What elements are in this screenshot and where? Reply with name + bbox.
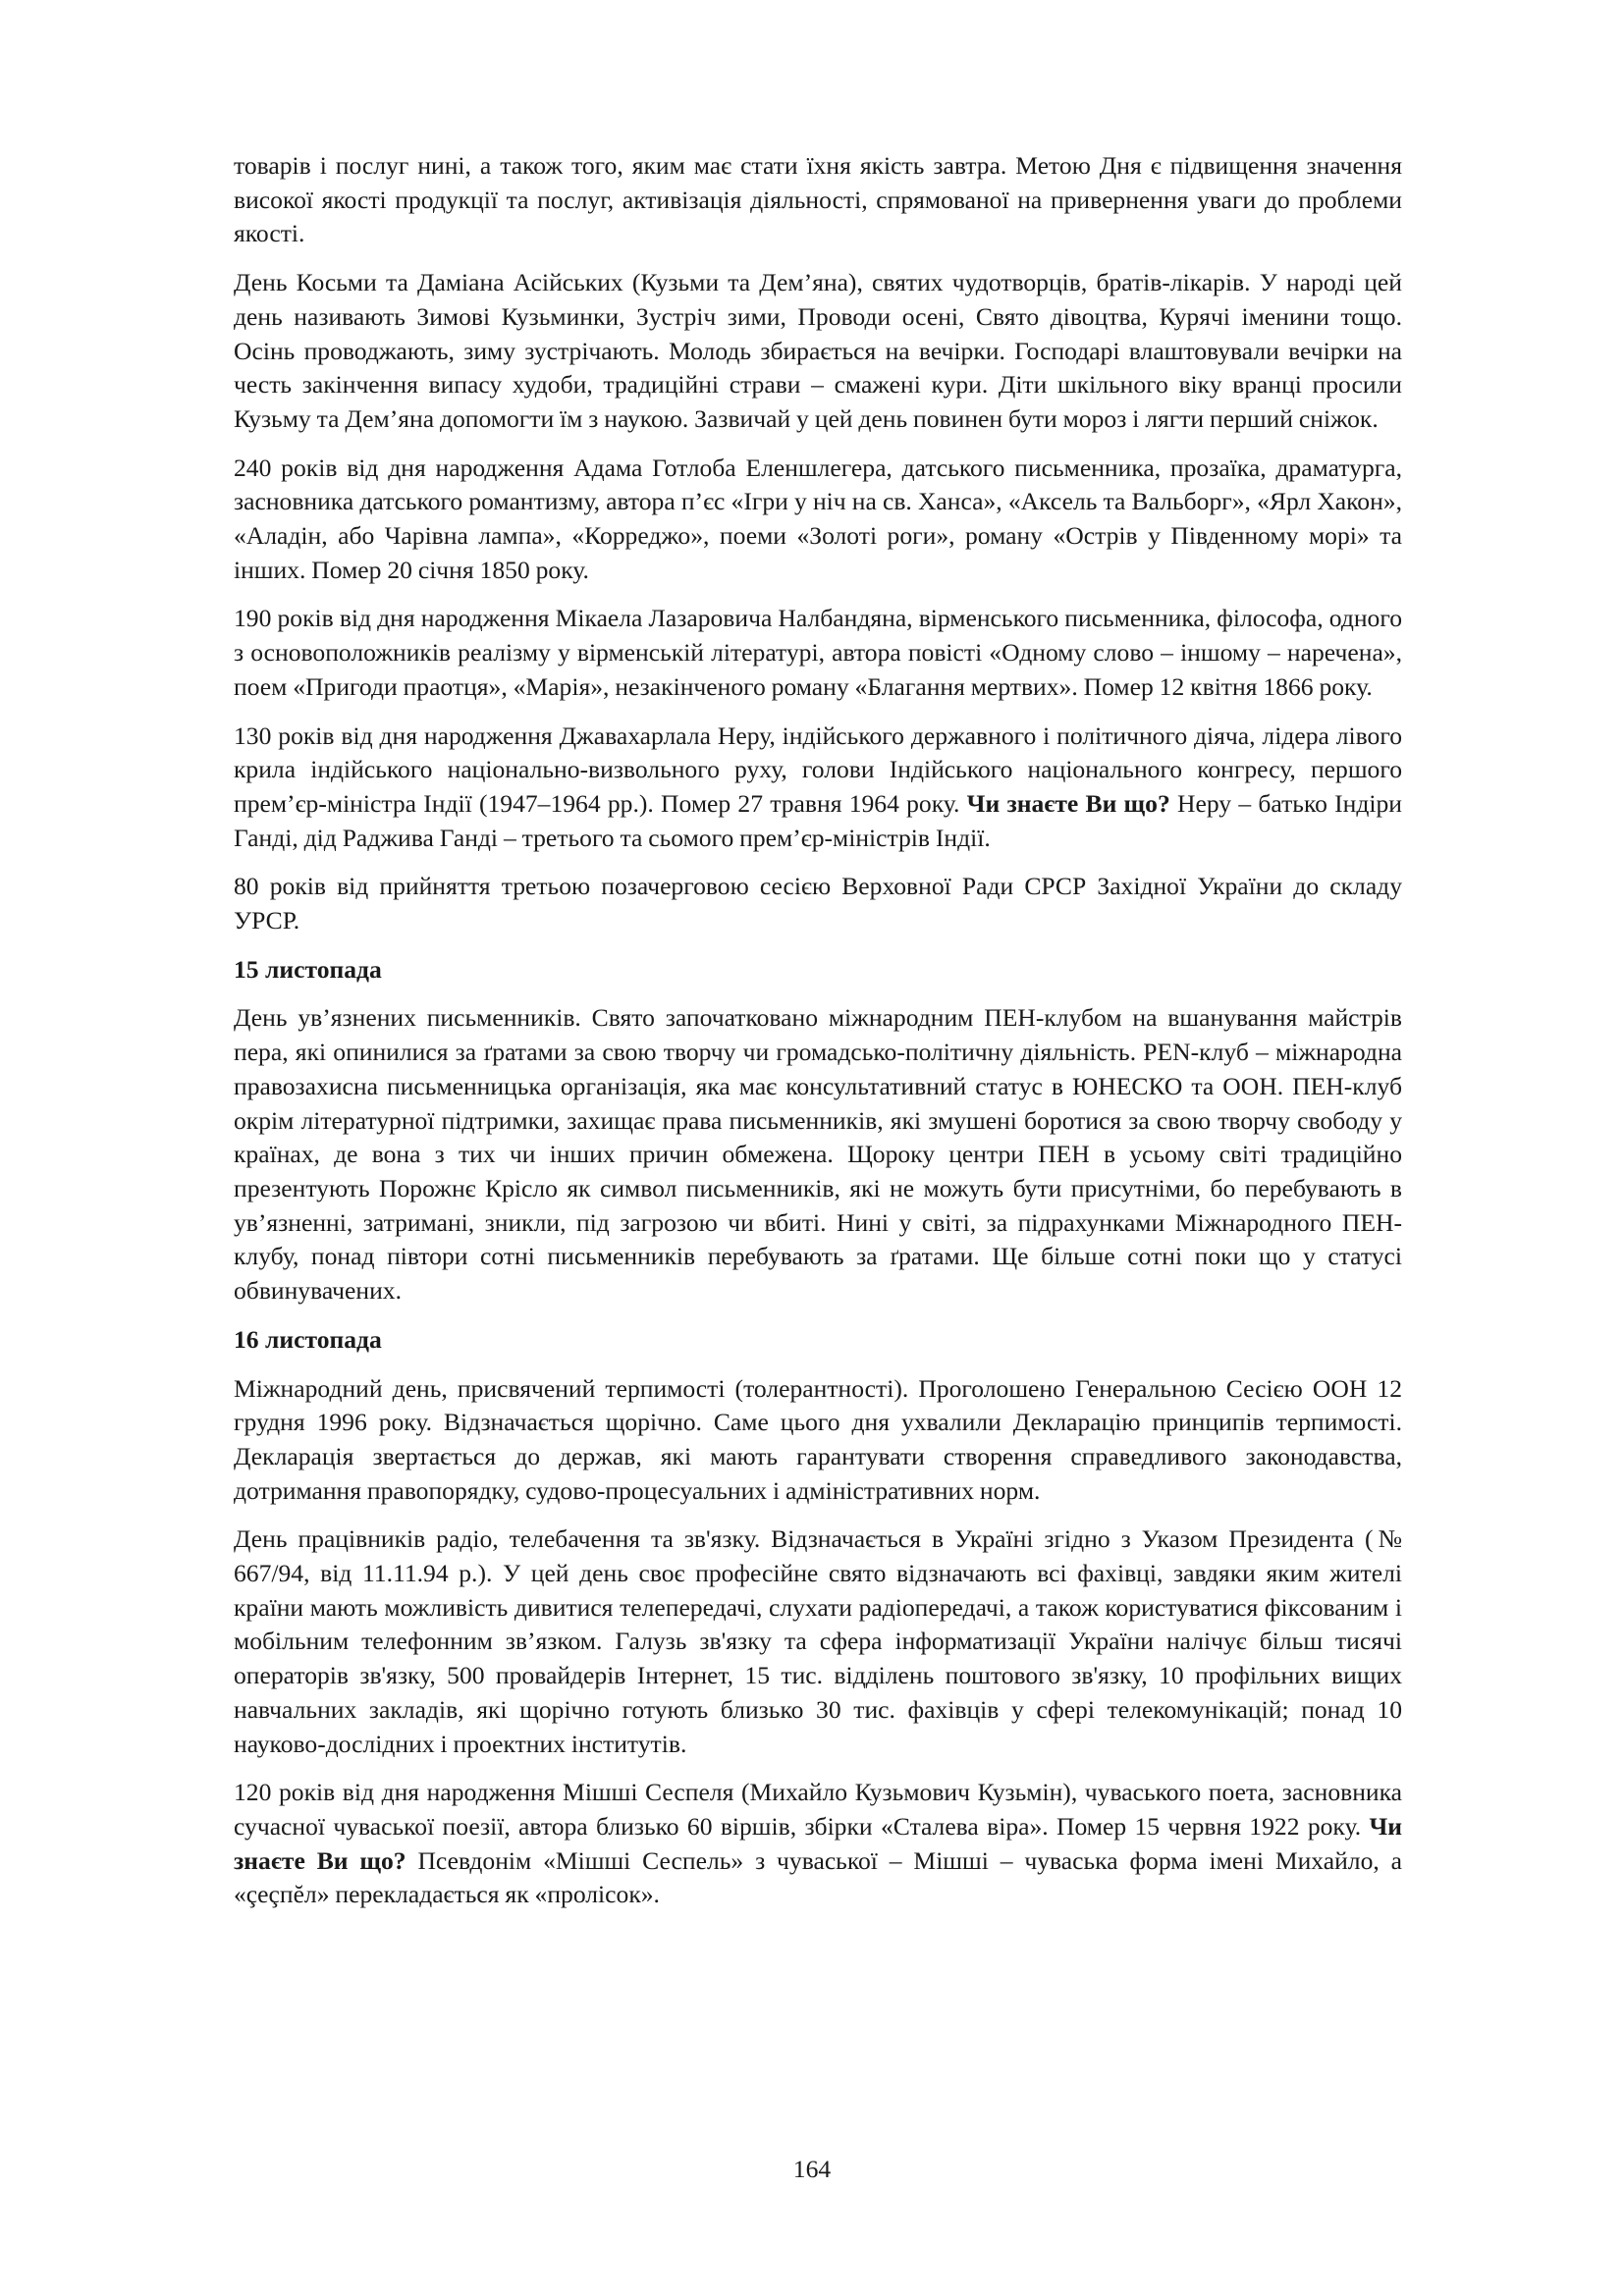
paragraph-kuzma-demyan-day: День Косьми та Даміана Асійських (Кузьми та Дем’яна), святих чудотворців, братів-лікарів. У народі цей день називають Зимові Кузьминки, Зустріч зими, Проводи осені, Свято дівоцтва, Курячі іменини тощо. Осінь проводжають, зиму зустрічають. Молодь збирається на вечірки. Господарі влаштовували вечірки на честь закінчення випасу худоби, традиційні страви – смажені кури. Діти шкільного віку вранці просили Кузьму та Дем’яна допомогти їм з наукою. Зазвичай у цей день повинен бути мороз і лягти перший сніжок. [234,268,1402,433]
paragraph-sespel-text: 120 років від дня народження Мішші Сеспеля (Михайло Кузьмович Кузьмін), чуваського поета, засновника сучасної чуваської поезії, автора близько 60 віршів, збірки «Сталева віра». Помер 15 червня 1922 року. [234,1778,1402,1841]
paragraph-nalbandyan: 190 років від дня народження Мікаела Лазаровича Налбандяна, вірменського письменника, філософа, одного з основоположників реалізму у вірменській літературі, автора повісті «Одному слово – іншому – наречена», поем «Пригоди праотця», «Марія», незакінченого роману «Благання мертвих». Помер 12 квітня 1866 року. [234,604,1402,701]
did-you-know-label: Чи знаєте Ви що? [966,788,1170,818]
paragraph-nehru-fact: Неру – батько Індіри Ганді, дід Раджива Ганді – третього та сьомого прем’єр-міністрів Індії. [234,788,1402,852]
paragraph-radio-tv-communications-day: День працівників радіо, телебачення та зв'язку. Відзначається в Україні згідно з Указом Президента (№ 667/94, від 11.11.94 р.). У цей день своє професійне свято відзначають всі фахівці, завдяки яким жителі країни мають можливість дивитися телепередачі, слухати радіопередачі, а також користуватися фіксованим і мобільним телефонним зв’язком. Галузь зв'язку та сфера інформатизації України налічує більш тисячі операторів зв'язку, 500 провайдерів Інтернет, 15 тис. відділень поштового зв'язку, 10 профільних вищих навчальних закладів, які щорічно готують близько 30 тис. фахівців у сфері телекомунікацій; понад 10 науково-дослідних і проектних інститутів. [234,1524,1402,1758]
document-body [234,149,1402,1927]
paragraph-sespel-fact: Псевдонім «Мішші Сеспель» з чуваської – Мішші – чуваська форма імені Михайло, а «çеçпĕл» перекладається як «пролісок». [234,1845,1402,1909]
date-heading-november-15: 15 листопада [234,954,382,984]
paragraph-tolerance-day: Міжнародний день, присвячений терпимості (толерантності). Проголошено Генеральною Сесією ООН 12 грудня 1996 року. Відзначається щорічно. Саме цього дня ухвалили Декларацію принципів терпимості. Декларація звертається до держав, які мають гарантувати створення справедливого законодавства, дотримання правопорядку, судово-процесуальних і адміністративних норм. [234,1373,1402,1505]
page-number: 164 [792,2155,832,2183]
paragraph-oehlenschlager: 240 років від дня народження Адама Готлоба Еленшлегера, датського письменника, прозаїка, драматурга, засновника датського романтизму, автора п’єс «Ігри у ніч на св. Ханса», «Аксель та Вальборг», «Ярл Хакон», «Аладін, або Чарівна лампа», «Корреджо», поеми «Золоті роги», роману «Острів у Південному морі» та інших. Помер 20 січня 1850 року. [234,453,1402,584]
paragraph-imprisoned-writers-day: День ув’язнених письменників. Свято започатковано міжнародним ПЕН-клубом на вшанування майстрів пера, які опинилися за ґратами за свою творчу чи громадсько-політичну діяльність. PEN-клуб – міжнародна правозахисна письменницька організація, яка має консультативний статус в ЮНЕСКО та ООН. ПЕН-клуб окрім літературної підтримки, захищає права письменників, які змушені боротися за свою творчу свободу у країнах, де вона з тих чи інших причин обмежена. Щороку центри ПЕН в усьому світі традиційно презентують Порожнє Крісло як символ письменників, які не можуть бути присутніми, бо перебувають в ув’язненні, затримані, зникли, під загрозою чи вбиті. Нині у світі, за підрахунками Міжнародного ПЕН-клубу, понад півтори сотні письменників перебувають за ґратами. Ще більше сотні поки що у статусі обвинувачених. [234,1003,1402,1306]
paragraph-mishshi-sespel [234,1776,1402,1912]
paragraph-nehru-text: 130 років від дня народження Джавахарлала Неру, індійського державного і політичного діяча, лідера лівого крила індійського національно-визвольного руху, голови Індійського національного конгресу, першого прем’єр-міністра Індії (1947–1964 рр.). Помер 27 травня 1964 року. [234,721,1402,818]
did-you-know-label: Чи знаєте Ви що? [234,1811,1402,1875]
paragraph-western-ukraine-ussr: 80 років від прийняття третьою позачерговою сесією Верховної Ради СРСР Західної України до складу УРСР. [234,872,1402,935]
paragraph-quality-day-continued: товарів і послуг нині, а також того, яким має стати їхня якість завтра. Метою Дня є підвищення значення високої якості продукції та послуг, активізація діяльності, спрямованої на привернення уваги до проблеми якості. [234,151,1402,248]
paragraph-nehru [234,720,1402,856]
date-heading-november-16: 16 листопада [234,1324,382,1354]
